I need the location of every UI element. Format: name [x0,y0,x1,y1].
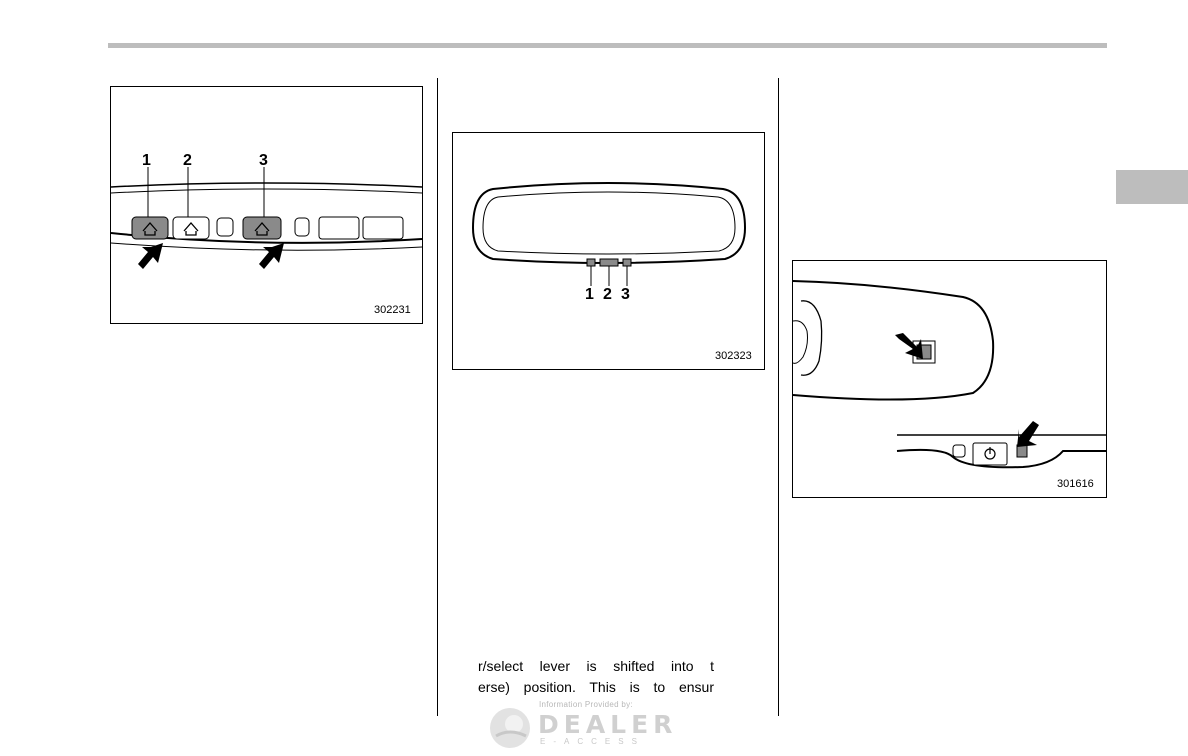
homelink-buttons-illustration [111,87,422,323]
mirror-button-1 [587,259,595,266]
column-divider-left [437,78,438,716]
mirror-button-2 [600,259,618,266]
watermark-subbrand: E-ACCESS [540,737,645,746]
column-divider-right [778,78,779,716]
figure-mirror-sensor [792,260,1107,498]
figure-id: 301616 [1057,478,1094,490]
mirror-button-3 [623,259,631,266]
callout-2: 2 [603,286,612,303]
callout-3: 3 [259,152,268,169]
body-text-line: r/select lever is shifted into t [478,658,714,674]
watermark-caption: Information Provided by: [539,700,633,709]
dealer-watermark [488,700,688,754]
header-rule [108,43,1107,48]
figure-id: 302323 [715,350,752,362]
arrow-icon [138,243,163,269]
watermark-brand: DEALER [538,710,678,739]
homelink-button-3 [243,217,281,239]
homelink-button-1 [132,217,168,239]
figure-homelink-buttons [110,86,423,324]
mirror-sensor-illustration [793,261,1106,497]
body-text-line: erse) position. This is to ensur [478,679,714,695]
figure-mirror [452,132,765,370]
callout-2: 2 [183,152,192,169]
dealer-logo-icon [488,706,532,750]
callout-3: 3 [621,286,630,303]
figure-id: 302231 [374,304,411,316]
arrow-icon [259,243,284,269]
homelink-button-2 [173,217,209,239]
callout-1: 1 [585,286,594,303]
mirror-illustration [453,133,764,369]
arrow-icon [1017,421,1039,447]
callout-1: 1 [142,152,151,169]
section-thumb-tab [1116,170,1188,204]
